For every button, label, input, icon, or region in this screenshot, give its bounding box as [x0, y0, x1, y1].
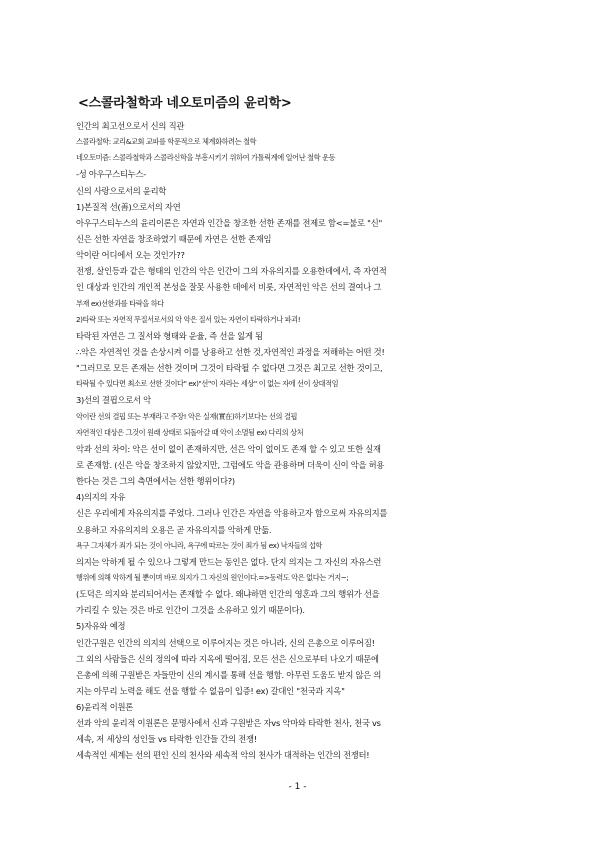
body-line: 신은 선한 자연을 창조하였기 때문에 자연은 선한 존재임 — [76, 233, 272, 244]
body-line: 1)본질적 선(善)으로서의 자연 — [76, 201, 181, 212]
document-title: <스콜라철학과 네오토미즘의 윤리학> — [78, 96, 292, 111]
body-line: 오용하고 자유의지의 오용은 곧 자유의지를 악하게 만듦. — [76, 524, 272, 535]
body-line: 인간구원은 인간의 의지의 선택으로 이루어지는 것은 아니라, 신의 은총으로 이루어짐! — [76, 637, 375, 648]
body-line: 욕구 그자체가 죄가 되는 것이 아니라, 욕구에 따르는 것이 죄가 됨 ex) 낙자들의 섭학 — [76, 540, 322, 550]
body-line: 3)선의 결핍으로서 악 — [76, 395, 151, 406]
body-line: (도덕은 의지와 분리되어서는 존재할 수 없다. 왜냐하면 인간의 영혼과 그의 행위가 선을 — [76, 589, 380, 600]
body-line: "그러므로 모든 존재는 선한 것이며 그것이 타락될 수 없다면 그것은 최고로 선한 것이고, — [76, 363, 383, 374]
body-line: 스콜라철학: 교리&교회 교파를 학문적으로 체계화하려는 철학 — [76, 137, 257, 147]
body-line: 한다는 것은 그의 측면에서는 선한 행위이다?) — [76, 476, 235, 487]
body-line: 악이란 어디에서 오는 것인가?? — [76, 250, 185, 261]
body-line: 악과 선의 차이: 악은 선이 없이 존재하지만, 선은 악이 없이도 존재 할 수 있고 또한 실재 — [76, 443, 381, 454]
body-line: 5)자유와 예정 — [76, 621, 126, 632]
body-line: 4)의지의 자유 — [76, 492, 126, 503]
body-line: -성 아우구스티누스- — [76, 169, 146, 180]
body-line: 은총에 의해 구원받은 자들만이 신의 계시를 통해 선을 행함. 아무런 도움도 받지 않은 의 — [76, 669, 382, 680]
body-line: 2)타락 또는 자연적 무질서로서의 악 악은 질서 있는 자연이 타락하거나 파괴! — [76, 314, 301, 324]
body-line: 세속적인 세계는 선의 편인 신의 천사와 세속적 악의 천사가 대적하는 인간의 전쟁터! — [76, 750, 370, 761]
body-line: 의지는 악하게 될 수 있으나 그렇게 만드는 동인은 없다. 단지 의지는 그 자신의 자유스런 — [76, 556, 382, 567]
body-line: 신의 사랑으로서의 윤리학 — [76, 185, 167, 196]
body-line: 전쟁, 살인등과 같은 형태의 인간의 악은 인간이 그의 자유의지를 오용한데에서, 즉 자연적 — [76, 266, 387, 277]
body-line: 인 대상과 인간의 개인적 본성을 잘못 사용한 데에서 비롯, 자연적인 악은 선의 결여나 그 — [76, 282, 382, 293]
body-line: 아우구스티누스의 윤리이론은 자연과 인간을 창조한 선한 존재를 전제로 함<=불로 "신" — [76, 217, 383, 228]
body-line: 가리킬 수 있는 것은 바로 인간이 그것을 소유하고 있기 때문이다). — [76, 605, 305, 616]
body-line: 로 존재함. (신은 악을 창조하지 않았지만, 그럼에도 악을 관용하며 더욱이 신이 악을 허용 — [76, 459, 385, 470]
body-line: 인간의 최고선으로서 신의 직관 — [76, 121, 185, 131]
document-body — [76, 118, 522, 764]
body-line: 타락될 수 있다면 최소로 선한 것이다" ex)"선"이 자라는 세상" 이 없는 자에 선이 상대적임 — [76, 379, 339, 389]
body-line: 세속, 저 세상의 성인들 vs 타락한 인간들 간의 전쟁! — [76, 734, 257, 745]
page-number: - 1 - — [288, 782, 307, 792]
body-line: 악이란 선의 결핍 또는 부재라고 주장! 악은 실재(實在)하기보다는 선의 결핍 — [76, 411, 298, 421]
body-line: 신은 우리에게 자유의지를 주었다. 그러나 인간은 자연을 악용하고자 함으로써 자유의지를 — [76, 508, 388, 519]
body-line: 네오토미즘: 스콜라철학과 스콜라신학을 부흥시키기 위하여 가톨릭계에 일어난 철학 운동 — [76, 153, 336, 163]
body-line: 선과 악의 윤리적 이원론은 문명사에서 신과 구원받은 자vs 악마와 타락한 천사, 천국 vs — [76, 718, 381, 729]
body-line: 지는 아무리 노력을 해도 선을 행할 수 없음이 입증! ex) 갈대인 "천국과 지옥" — [76, 685, 345, 696]
body-line: 부재 ex)선한과를 타락을 하다 — [76, 298, 164, 308]
body-line: 그 외의 사람들은 신의 정의에 따라 지옥에 떨어짐, 모든 선은 신으로부터 나오기 때문에 — [76, 653, 379, 664]
body-line: 타락된 자연은 그 질서와 형태와 운율, 즉 선을 잃게 됨 — [76, 330, 263, 341]
body-line: 6)윤리적 이원론 — [76, 702, 133, 713]
body-line: ∴악은 자연적인 것을 손상시켜 이를 낭용하고 선한 것,자연적인 과정을 저해하는 어떤 것! — [76, 346, 385, 357]
body-line: 행위에 의해 악하게 될 뿐이며 바로 의지가 그 자신의 원인이다.=>동력도 악은 없다는 거지~; — [76, 572, 349, 582]
body-line: 자연적인 대상은 그것이 원래 상태로 되돌아갈 때 악이 소멸됨 ex) 다리의 상처 — [76, 427, 304, 437]
